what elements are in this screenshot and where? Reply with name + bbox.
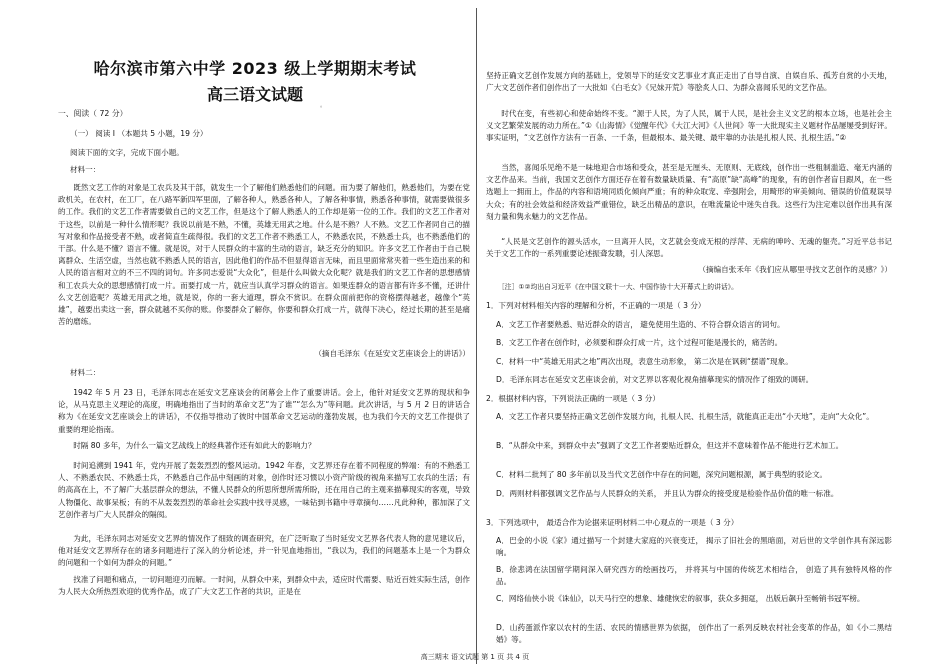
material2-paragraph-8: “人民是文艺创作的源头活水，一旦离开人民，文艺就会变成无根的浮萍、无病的呻吟、无魂的躯壳。”习近平总书记关于文艺工作的一系列重要论述振聋发聩，引人深思。 — [486, 237, 892, 259]
q1-option-d: D．毛泽东同志在延安文艺座谈会前，对文艺界以客观化视角描摹现实的情况作了细致的调研。 — [496, 375, 814, 384]
material2-paragraph-4: 为此，毛泽东同志对延安文艺界的情况作了细致的调查研究，在广泛听取了当时延安文艺界各代表人物的意见建议后，他对延安文艺界所存在的诸多问题进行了深入的分析论述，并一针见血地指出，“我以为，我们的问题基本上是一个为群众的问题和一个如何为群众的问题。” — [58, 534, 470, 568]
title-dot-mark: 。 — [320, 102, 327, 109]
exam-subtitle: 高三语文试题 — [206, 85, 303, 104]
q3-option-c: C．网络仙侠小说《诛仙》，以天马行空的想象、雄健恢宏的叙事，获众多拥趸， 出版后飙升至畅销书冠军榜。 — [496, 594, 865, 603]
exam-title: 哈尔滨市第六中学 2023 级上学期期末考试 — [93, 59, 417, 78]
question-3: 3．下列选项中， 最适合作为论据来证明材料二中心观点的一项是（ 3 分） — [486, 518, 739, 527]
q2-option-b: B．“从群众中来，到群众中去”强调了文艺工作者要贴近群众，但这并不意味着作品不能进行艺术加工。 — [496, 441, 844, 450]
q1-option-b: B．文艺工作者在创作时，必须要和群众打成一片，这个过程可能是漫长的，痛苦的。 — [496, 338, 783, 347]
material2-paragraph-5: 找准了问题和痛点，一切问题迎刃而解。一时间，从群众中来，到群众中去，适应时代需要、贴近百姓实际生活，创作为人民大众所热烈欢迎的优秀作品，成了广大文艺工作者的共识，正是在 — [58, 575, 470, 597]
material2-continuation: 坚持正确文艺创作发展方向的基础上，党领导下的延安文艺事业才真正走出了自导自演、自娱自乐、孤芳自赏的小天地，广大文艺创作者们创作出了一大批如《白毛女》《兄妹开荒》等脍炙人口、为群众喜闻乐见的文艺作品。 — [486, 71, 892, 93]
q2-option-c: C．材料二批判了 80 多年前以及当代文艺创作中存在的问题，深究问题根源，属于典型的驳论文。 — [496, 470, 828, 479]
question-2: 2．根据材料内容，下列说法正确的一项是（ 3 分） — [486, 394, 660, 403]
material1-paragraph: 既然文艺工作的对象是工农兵及其干部，就发生一个了解他们熟悉他们的问题。而为要了解他们，熟悉他们，为要在党政机关，在农村，在工厂，在八路军新四军里面，了解各种人，熟悉各种人，了解各种事情，熟悉各种事情，就需要做很多的工作。我们的文艺工作者需要做自己的文艺工作，但是这个了解人熟悉人的工作却是第一位的工作。我们的文艺工作者对于这些，以前是一种什么情形呢？我说以前是不熟，不懂，英雄无用武之地。什么是不熟？人不熟。文艺工作者同自己的描写对象和作品接受者不熟，或者简直生疏得很。我们的文艺工作者不熟悉工人，不熟悉农民，不熟悉士兵，也不熟悉他们的干部。什么是不懂？语言不懂。就是说，对于人民群众的丰富的生动的语言，缺乏充分的知识。许多文艺工作者由于自己脱离群众、生活空虚，当然也就不熟悉人民的语言，因此他们的作品不但显得语言无味，而且里面常常夹着一些生造出来的和人民的语言相对立的不三不四的词句。许多同志爱说“大众化”，但是什么叫做大众化呢？就是我们的文艺工作者的思想感情和工农兵大众的思想感情打成一片。而要打成一片，就应当认真学习群众的语言。如果连群众的语言都有许多不懂，还讲什么文艺创造呢？英雄无用武之地，就是说，你的一套大道理，群众不赏识。在群众面前把你的资格摆得越老，越像个“英雄”，越要出卖这一套，群众就越不买你的账。你要群众了解你，你要和群众打成一片，就得下决心，经过长期的甚至是痛苦的磨练。 — [58, 183, 470, 327]
material2-paragraph-3: 时间追溯到 1941 年，党内开展了轰轰烈烈的整风运动。1942 年春，文艺界还存在着不同程度的弊端：有的不熟悉工人、不熟悉农民、不熟悉士兵，不熟悉自己作品中刻画的对象，创作时还习惯以小资产阶级的视角来描写工农兵的生活；有的高高在上，不了解广大基层群众的想法，不懂人民群众的所思所想所需所盼，还在用自己的主观来描摹现实的客观，导致人物僵化、故事呆板；有的不从轰轰烈烈的革命社会实践中找寻灵感，一味钻到书籍中寻章摘句……凡此种种，都加深了文艺创作者与广大人民群众的隔阂。 — [58, 461, 470, 519]
question-1: 1．下列对材料相关内容的理解和分析，不正确的一项是（ 3 分） — [486, 301, 706, 310]
material1-source: （摘自毛泽东《在延安文艺座谈会上的讲话》） — [314, 349, 470, 358]
material2-paragraph-2: 时隔 80 多年，为什么一篇文艺战线上的经典著作还有如此大的影响力？ — [73, 441, 316, 450]
material1-label: 材料一： — [70, 165, 101, 174]
q1-option-a: A．文艺工作者要熟悉、贴近群众的语言， 避免使用生造的、不符合群众语言的词句。 — [496, 320, 785, 329]
section-heading: 一、阅读（ 72 分） — [58, 109, 128, 118]
material2-paragraph-7: 当然，喜闻乐见绝不是一味地迎合市场和受众，甚至是无厘头、无原则、无底线，创作出一些粗制滥造、毫无内涵的文艺作品来。当前，我国文艺创作方面还存在着有数量缺质量、有“高原”缺“高峰”的现象，有的创作者盲目跟风，在一些选题上一拥而上，作品的内容和语境同质化倾向严重；有的种众取宠、牵强附会，用畸形的审美倾向、错误的价值观误导大众；有的社会效益和经济效益严重错位，缺乏出精品的意识，在唯流量论中迷失自我。这些行为注定难以创作出具有深刻力量和隽永魅力的文艺作品。 — [486, 163, 892, 221]
material2-paragraph-1: 1942 年 5 月 23 日，毛泽东同志在延安文艺座谈会的闭幕会上作了重要讲话。会上，他针对延安文艺界的现状和争论，从马克思主义理论的高度，明确地指出了当时的革命文艺“为了谁”“怎么为”等问题。此次讲话，与 5 月 2 日的讲话合称为《在延安文艺座谈会上的讲话》，不仅指导推动了彼时中国革命文艺运动的蓬勃发展，也为我们今天的文艺工作提供了重要的理论指南。 — [58, 388, 470, 434]
q3-option-a: A．巴金的小说《家》通过描写一个封建大家庭的兴衰变迁， 揭示了旧社会的黑暗面，对后世的文学创作具有深远影响。 — [496, 536, 892, 558]
q2-option-a: A．文艺工作者只要坚持正确文艺创作发展方向，扎根人民、扎根生活，就能真正走出“小天地”，走向“大众化”。 — [496, 412, 874, 421]
q2-option-d: D．两则材料都强调文艺作品与人民群众的关系， 并且认为群众的接受度是检验作品价值的唯一标准。 — [496, 489, 839, 498]
material2-source: （摘编自张禾年《我们应从哪里寻找文艺创作的灵感？》） — [698, 265, 892, 274]
reading-instruction: 阅读下面的文字，完成下面小题。 — [70, 148, 184, 157]
q3-option-d: D．山药蛋派作家以农村的生活、农民的情感世界为依据， 创作出了一系列反映农村社会变革的作品，如《小二黑结婚》等。 — [496, 623, 892, 645]
right-column — [486, 0, 892, 672]
footnote: ［注］①②均出自习近平《在中国文联十一大、中国作协十大开幕式上的讲话》。 — [498, 283, 738, 291]
q1-option-c: C．材料一中“英雄无用武之地”两次出现，表意生动形象， 第二次是在讽刺“摆谱”现象。 — [496, 357, 793, 366]
left-column — [58, 0, 470, 672]
q3-option-b: B．徐悲鸿在法国留学期间深入研究西方的绘画技巧， 并将其与中国的传统艺术相结合， 创造了具有独特风格的作品。 — [496, 565, 892, 587]
page-footer: 高三期末 语文试题 第 1 页 共 4 页 — [420, 653, 530, 661]
material2-paragraph-6: 时代在变，有些初心和使命始终不变。“源于人民，为了人民，属于人民，是社会主义文艺的根本立场，也是社会主义文艺繁荣发展的动力所在。”①《山海情》《觉醒年代》《大江大河》《人世间》等一大批现实主义题材作品屡屡受到好评。事实证明，“文艺创作方法有一百条、一千条，但最根本、最关键、最牢靠的办法是扎根人民、扎根生活。”② — [486, 109, 892, 143]
column-divider — [476, 8, 477, 664]
subsection-heading: （一） 阅读 Ⅰ （本题共 5 小题，19 分） — [70, 129, 208, 138]
material2-label: 材料二： — [70, 368, 101, 377]
